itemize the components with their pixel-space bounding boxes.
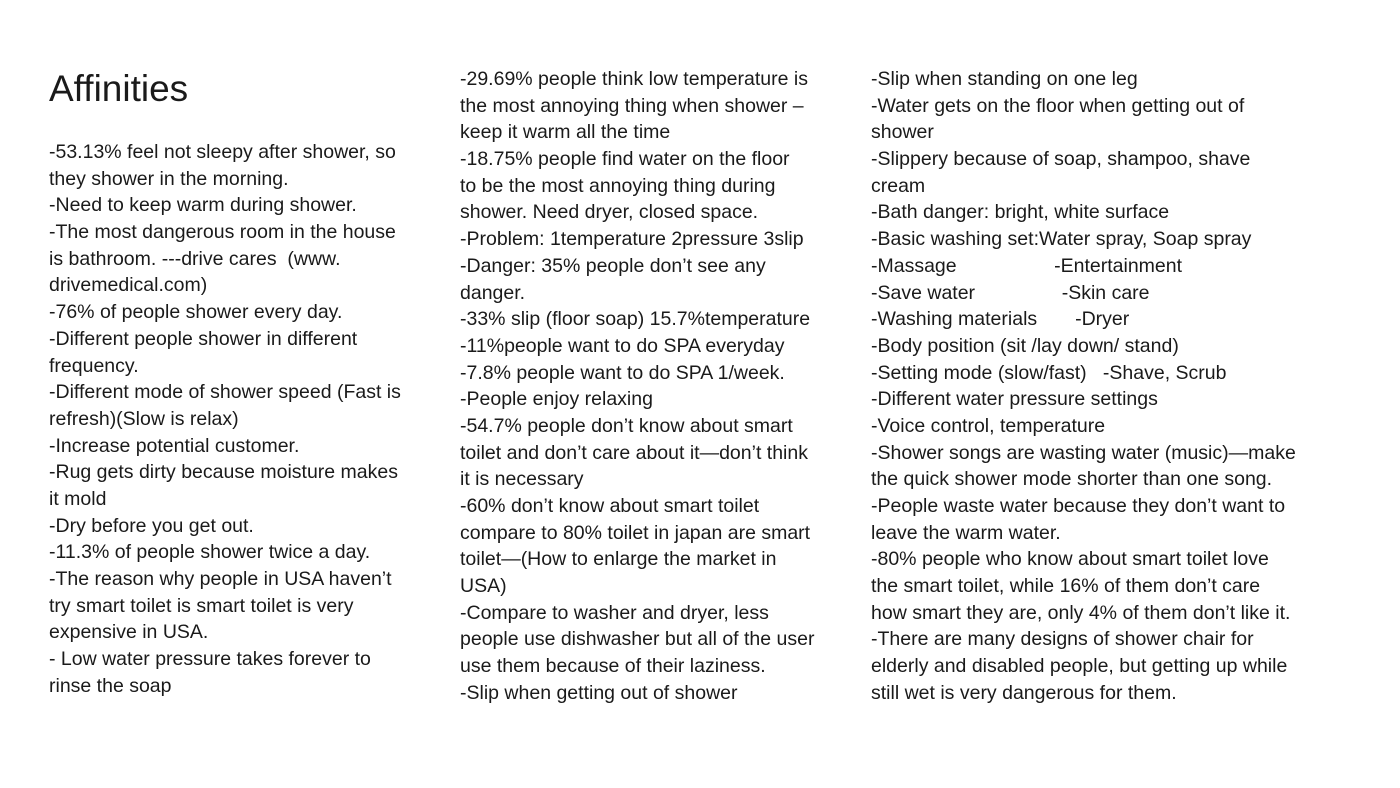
note-line: try smart toilet is smart toilet is very	[49, 594, 354, 617]
note-line: -Water gets on the floor when getting out of	[871, 94, 1245, 117]
note-line: they shower in the morning.	[49, 167, 289, 190]
note-line: -There are many designs of shower chair for	[871, 628, 1254, 651]
note-line: -People enjoy relaxing	[460, 388, 653, 411]
note-line: -People waste water because they don’t want to	[871, 495, 1286, 517]
note-line: -Slippery because of soap, shampoo, shave	[871, 148, 1251, 171]
note-line: -Need to keep warm during shower.	[49, 194, 357, 217]
note-line: people use dishwasher but all of the user	[460, 628, 815, 651]
note-line: -7.8% people want to do SPA 1/week.	[460, 361, 785, 384]
note-line: -Different water pressure settings	[871, 388, 1158, 411]
note-line: toilet—(How to enlarge the market in	[460, 548, 777, 571]
note-line: -29.69% people think low temperature is	[460, 68, 808, 90]
note-line: -80% people who know about smart toilet love	[871, 548, 1269, 571]
note-line: -Different mode of shower speed (Fast is	[49, 381, 401, 404]
note-line: drivemedical.com)	[49, 274, 208, 297]
note-line: -Different people shower in different	[49, 327, 358, 350]
note-line: cream	[871, 174, 926, 197]
note-line: -Basic washing set:Water spray, Soap spray	[871, 228, 1252, 251]
note-line: -Compare to washer and dryer, less	[460, 601, 769, 624]
note-line: it is necessary	[460, 468, 584, 491]
note-line: -Increase potential customer.	[49, 434, 300, 457]
note-line: rinse the soap	[49, 674, 172, 697]
note-line: -Shower songs are wasting water (music)—make	[871, 441, 1296, 464]
note-line: - Low water pressure takes forever to	[49, 648, 371, 671]
note-line: compare to 80% toilet in japan are smart	[460, 521, 811, 544]
note-line: -Washing materials -Dryer	[871, 308, 1130, 331]
note-line: -Bath danger: bright, white surface	[871, 201, 1170, 224]
note-line: the most annoying thing when shower –	[460, 94, 804, 117]
note-line: shower	[871, 121, 934, 144]
note-line: the smart toilet, while 16% of them don’t care	[871, 575, 1261, 598]
note-line: -Dry before you get out.	[49, 514, 254, 537]
note-line: to be the most annoying thing during	[460, 174, 776, 197]
note-line: leave the warm water.	[871, 521, 1061, 544]
notes-column-3	[871, 66, 1296, 707]
note-line: -76% of people shower every day.	[49, 301, 343, 324]
note-line: -Slip when getting out of shower	[460, 681, 738, 704]
note-line: -Setting mode (slow/fast) -Shave, Scrub	[871, 361, 1227, 384]
notes-column-1	[49, 139, 401, 699]
note-line: keep it warm all the time	[460, 121, 671, 144]
note-line: -Rug gets dirty because moisture makes	[49, 461, 398, 484]
note-line: USA)	[460, 575, 507, 598]
note-line: -Body position (sit /lay down/ stand)	[871, 334, 1179, 357]
note-line: elderly and disabled people, but getting up while	[871, 655, 1288, 678]
note-line: how smart they are, only 4% of them don’t like it.	[871, 601, 1291, 624]
note-line: -Danger: 35% people don’t see any	[460, 254, 766, 277]
note-line: frequency.	[49, 354, 139, 377]
note-line: -Slip when standing on one leg	[871, 68, 1138, 90]
note-line: -The reason why people in USA haven’t	[49, 568, 392, 590]
note-line: -Massage -Entertainment	[871, 254, 1183, 277]
note-line: -Save water -Skin care	[871, 281, 1150, 304]
note-line: still wet is very dangerous for them.	[871, 681, 1177, 704]
note-line: -Problem: 1temperature 2pressure 3slip	[460, 228, 804, 251]
note-line: use them because of their laziness.	[460, 655, 766, 678]
note-line: is bathroom. ---drive cares (www.	[49, 247, 341, 270]
note-line: the quick shower mode shorter than one song.	[871, 468, 1273, 491]
note-line: it mold	[49, 487, 107, 510]
note-line: expensive in USA.	[49, 621, 209, 644]
note-line: -18.75% people find water on the floor	[460, 148, 790, 171]
note-line: -11.3% of people shower twice a day.	[49, 541, 371, 564]
note-line: -11%people want to do SPA everyday	[460, 334, 785, 357]
note-line: -60% don’t know about smart toilet	[460, 495, 760, 517]
note-line: -54.7% people don’t know about smart	[460, 414, 793, 437]
note-line: -The most dangerous room in the house	[49, 221, 396, 244]
page-title: Affinities	[49, 68, 189, 109]
notes-column-2	[460, 66, 814, 707]
note-line: -33% slip (floor soap) 15.7%temperature	[460, 308, 811, 331]
note-line: refresh)(Slow is relax)	[49, 407, 239, 430]
note-line: -Voice control, temperature	[871, 414, 1106, 437]
note-line: shower. Need dryer, closed space.	[460, 201, 759, 224]
note-line: -53.13% feel not sleepy after shower, so	[49, 141, 396, 163]
note-line: toilet and don’t care about it—don’t think	[460, 441, 808, 464]
note-line: danger.	[460, 281, 526, 304]
